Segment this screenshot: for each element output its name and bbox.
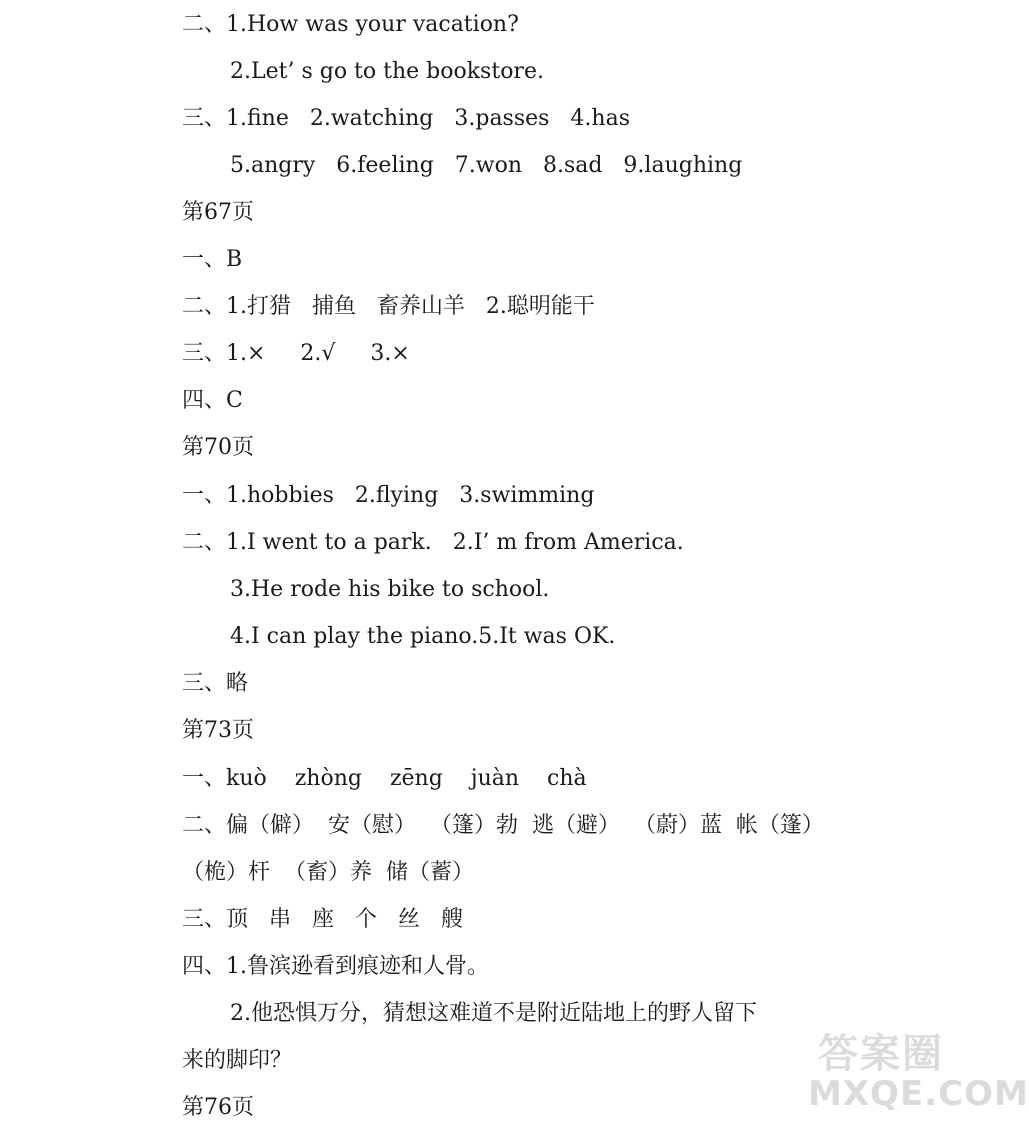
watermark-text-top: 答案圈 <box>818 1031 944 1077</box>
answer-line: 四、1.鲁滨逊看到痕迹和人骨。 <box>182 954 489 979</box>
answer-line: 一、1.hobbies 2.flying 3.swimming <box>182 483 595 508</box>
answer-line: 5.angry 6.feeling 7.won 8.sad 9.laughing <box>230 153 743 178</box>
answer-line: 4.I can play the piano.5.It was OK. <box>230 624 616 649</box>
page-heading: 第76页 <box>182 1095 254 1120</box>
answer-line: 3.He rode his bike to school. <box>230 577 550 602</box>
answer-line: 二、1.I went to a park. 2.I’ m from America. <box>182 530 684 555</box>
page-heading: 第73页 <box>182 718 254 743</box>
watermark-text-bottom: MXQE.COM <box>808 1074 1029 1114</box>
answer-line: （桅）杆 （畜）养 储（蓄） <box>182 860 474 885</box>
answer-line: 2.Let’ s go to the bookstore. <box>230 59 544 84</box>
answer-line: 一、kuò zhòng zēng juàn chà <box>182 766 587 791</box>
answer-line: 三、略 <box>182 671 249 696</box>
page-heading: 第70页 <box>182 435 254 460</box>
answer-line: 四、C <box>182 388 243 413</box>
answer-line: 来的脚印？ <box>182 1048 293 1073</box>
watermark-logo <box>808 1018 1029 1118</box>
answer-line: 2.他恐惧万分，猜想这难道不是附近陆地上的野人留下 <box>230 1001 757 1026</box>
page-heading: 第67页 <box>182 200 254 225</box>
answer-line: 二、1.打猎 捕鱼 畜养山羊 2.聪明能干 <box>182 294 595 319</box>
answer-line: 三、1.fine 2.watching 3.passes 4.has <box>182 106 630 131</box>
answer-line: 一、B <box>182 247 243 272</box>
answer-line: 二、1.How was your vacation? <box>182 12 519 37</box>
answer-line: 三、1.× 2.√ 3.× <box>182 341 410 366</box>
answer-line: 三、顶 串 座 个 丝 艘 <box>182 907 463 932</box>
answer-line: 二、偏（僻） 安（慰） （篷）勃 逃（避） （蔚）蓝 帐（篷） <box>182 813 824 838</box>
